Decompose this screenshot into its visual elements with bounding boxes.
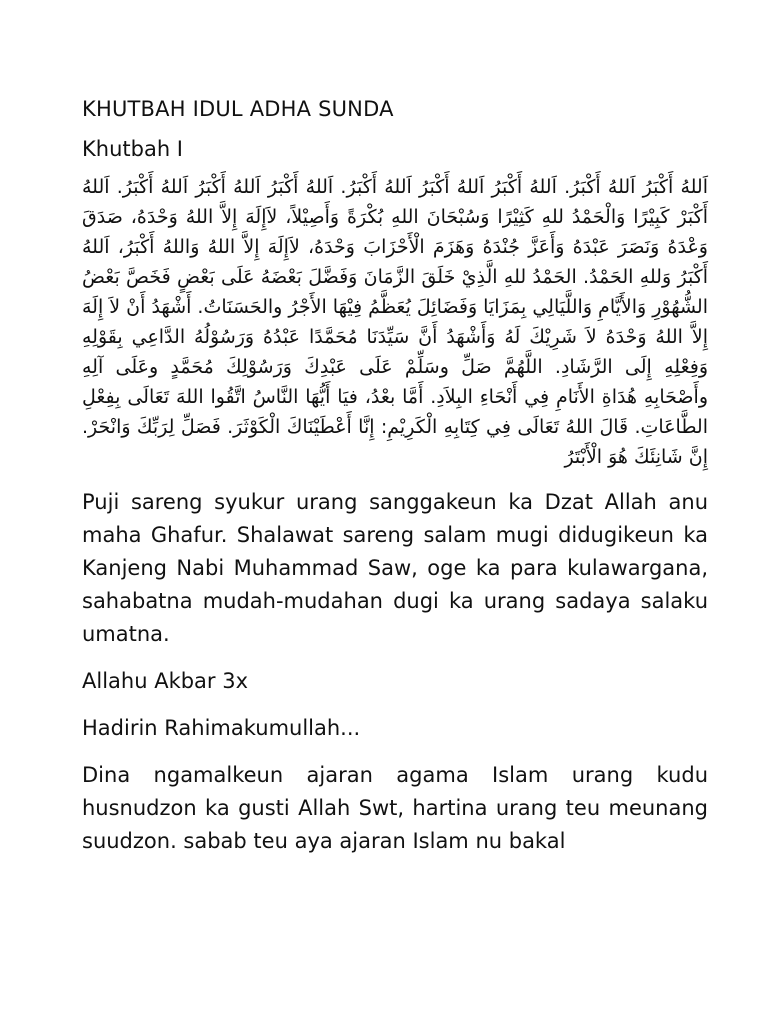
- document-title: KHUTBAH IDUL ADHA SUNDA: [82, 97, 394, 121]
- takbir-line: Allahu Akbar 3x: [82, 669, 249, 693]
- paragraph-husnudzon: Dina ngamalkeun ajaran agama Islam urang kudu husnudzon ka gusti Allah Swt, hartina urang teu meunang suudzon. sabab teu aya ajaran Islam nu bakal: [82, 763, 708, 853]
- arabic-opening-text: اَللهُ أَكْبَرُ اَللهُ أَكْبَرُ. اَللهُ أَكْبَرُ اَللهُ أَكْبَرُ اَللهُ أَكْبَرُ. اَللهُ أَكْبَرُ اَللهُ أَكْبَرُ اَللهُ أَكْبَرُ. اَللهُ أَكْبَرْ كَبِيْرًا وَالْحَمْدُ للهِ كَثِيْرًا وَسُبْحَانَ اللهِ بُكْرَةً وَأَصِيْلاً، لاَإِلَهَ إِلاَّ اللهُ وَحْدَهُ، صَدَقَ وَعْدَهُ وَنَصَرَ عَبْدَهُ وَأَعَزَّ جُنْدَهُ وَهَزَمَ الْأَحْزَابَ وَحْدَهُ، لاَإِلَهَ إِلاَّ اللهُ وَاللهُ أَكْبَرُ، اَللهُ أَكْبَرُ وَللهِ الحَمْدُ. الحَمْدُ للهِ الَّذِيْ خَلَقَ الزَّمَانَ وَفَضَّلَ بَعْضَهُ عَلَى بَعْضٍ فَخَصَّ بَعْضُ الشُّهُوْرِ وَالأَيَّامِ وَاللَّيَالِي بِمَزَايَا وَفَضَائِلَ يُعَظَّمُ فِيْهَا الأَجْرُ والحَسَنَاتُ. أَشْهَدُ أَنْ لاَ إِلَهَ إِلاَّ اللهُ وَحْدَهُ لاَ شَرِيْكَ لَهُ وَأَشْهَدُ أَنَّ سَيِّدَنَا مُحَمَّدًا عَبْدُهُ وَرَسُوْلُهُ الدَّاعِي بِقَوْلِهِ وَفِعْلِهِ إِلَى الرَّشَادِ. اللَّهُمَّ صَلِّ وسَلِّمْ عَلَى عَبْدِكَ وَرَسُوْلِكَ مُحَمَّدٍ وعَلَى آلِهِ وأَصْحَابِهِ هُدَاةِ الأَنَامِ فِي أَنْحَاءِ البِلاَدِ. أَمَّا بعْدُ، فيَا أَيُّهَا النَّاسُ اتَّقُوا اللهَ تَعَالَى بِفِعْلِ الطَّاعَاتِ. قَالَ اللهُ تَعَالَى فِي كِتَابِهِ الْكَرِيْمِ: إِنَّا أَعْطَيْنَاكَ الْكَوْثَرَ. فَصَلِّ لِرَبِّكَ وَانْحَرْ. إِنَّ شَانِئَكَ هُوَ الْأَبْتَرُ: [82, 176, 708, 468]
- greeting-line: Hadirin Rahimakumullah...: [82, 716, 361, 740]
- paragraph-praise: Puji sareng syukur urang sanggakeun ka Dzat Allah anu maha Ghafur. Shalawat sareng salam mugi didugikeun ka Kanjeng Nabi Muhammad Saw, oge ka para kulawargana, sahabatna mudah-mudahan dugi ka urang sadaya salaku umatna.: [82, 490, 708, 646]
- section-heading: Khutbah I: [82, 137, 184, 161]
